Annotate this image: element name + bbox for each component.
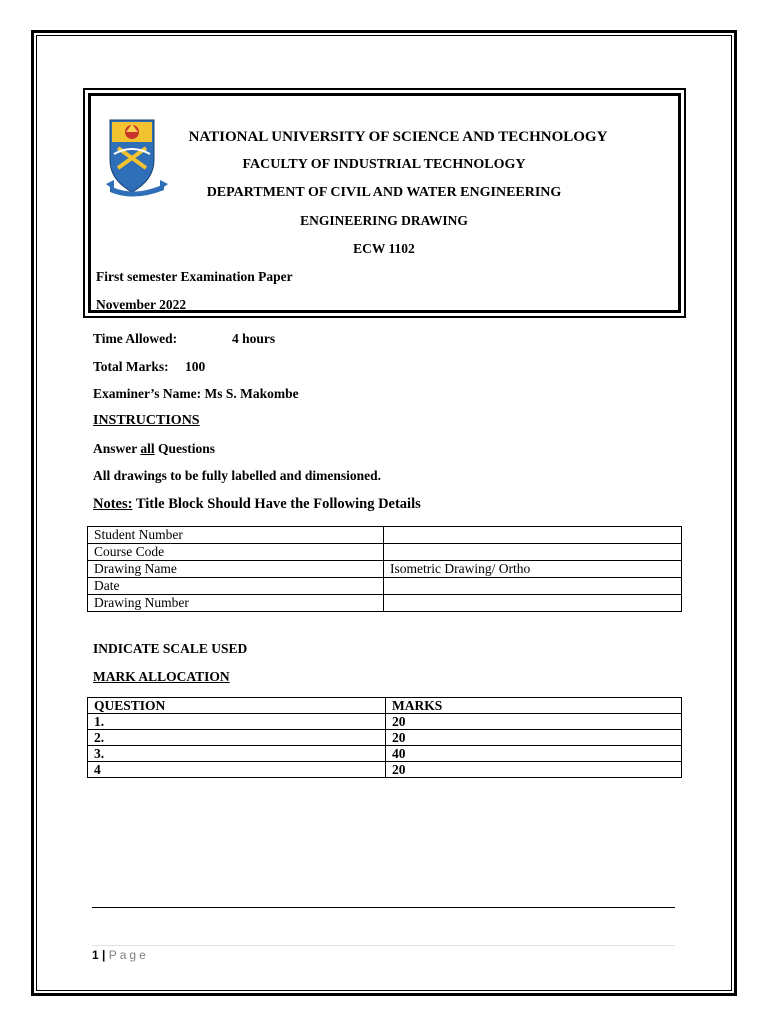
- title-block-label: Student Number: [88, 527, 384, 544]
- question-marks: 20: [386, 762, 682, 778]
- answer-all-emphasis: all: [140, 441, 155, 456]
- time-allowed-value: 4 hours: [232, 331, 276, 346]
- page-separator: |: [98, 948, 109, 962]
- notes-line: [93, 496, 421, 513]
- title-block-label: Course Code: [88, 544, 384, 561]
- course-code: ECW 1102: [353, 241, 415, 256]
- time-allowed-label: Time Allowed:: [93, 331, 178, 346]
- department-name: DEPARTMENT OF CIVIL AND WATER ENGINEERING: [206, 185, 562, 200]
- question-number: 1.: [88, 714, 386, 730]
- table-row: [88, 730, 682, 746]
- title-block-label: Drawing Number: [88, 595, 384, 612]
- table-row: [88, 561, 682, 578]
- instructions-heading: INSTRUCTIONS: [93, 413, 200, 428]
- course-name: ENGINEERING DRAWING: [300, 213, 468, 228]
- question-number: 4: [88, 762, 386, 778]
- page-number: 1: [92, 948, 99, 962]
- table-row: [88, 746, 682, 762]
- total-marks-value: 100: [185, 359, 206, 374]
- question-marks: 40: [386, 746, 682, 762]
- page-footer: [92, 948, 149, 962]
- column-header-question: QUESTION: [88, 698, 386, 714]
- exam-date: November 2022: [96, 297, 187, 312]
- instruction-answer-all: [93, 441, 215, 457]
- title-block-value: [384, 595, 682, 612]
- footer-divider-light: [92, 945, 675, 946]
- mark-allocation-heading: MARK ALLOCATION: [93, 669, 230, 684]
- question-marks: 20: [386, 714, 682, 730]
- title-block-table: [87, 526, 682, 612]
- table-row: [88, 544, 682, 561]
- university-name: NATIONAL UNIVERSITY OF SCIENCE AND TECHNOLOGY: [188, 129, 608, 145]
- table-header-row: [88, 698, 682, 714]
- answer-suffix: Questions: [154, 441, 216, 456]
- table-row: [88, 578, 682, 595]
- column-header-marks: MARKS: [386, 698, 682, 714]
- faculty-name: FACULTY OF INDUSTRIAL TECHNOLOGY: [242, 157, 526, 172]
- mark-allocation-table: [87, 697, 682, 778]
- total-marks-label: Total Marks:: [93, 359, 169, 374]
- title-block-value: [384, 544, 682, 561]
- question-marks: 20: [386, 730, 682, 746]
- page-word: Page: [108, 948, 149, 962]
- footer-divider: [92, 907, 675, 908]
- question-number: 3.: [88, 746, 386, 762]
- scale-note: INDICATE SCALE USED: [93, 641, 248, 656]
- paper-title: First semester Examination Paper: [96, 269, 293, 284]
- title-block-value: [384, 578, 682, 595]
- answer-prefix: Answer: [93, 441, 141, 456]
- table-row: [88, 762, 682, 778]
- notes-label: Notes:: [93, 496, 133, 512]
- table-row: [88, 714, 682, 730]
- title-block-label: Drawing Name: [88, 561, 384, 578]
- examiner-name: Examiner’s Name: Ms S. Makombe: [93, 386, 299, 401]
- title-block-value: Isometric Drawing/ Ortho: [384, 561, 682, 578]
- table-row: [88, 595, 682, 612]
- instruction-drawings: All drawings to be fully labelled and dimensioned.: [93, 468, 382, 483]
- title-block-value: [384, 527, 682, 544]
- question-number: 2.: [88, 730, 386, 746]
- notes-text: Title Block Should Have the Following Details: [132, 496, 421, 512]
- table-row: [88, 527, 682, 544]
- title-block-label: Date: [88, 578, 384, 595]
